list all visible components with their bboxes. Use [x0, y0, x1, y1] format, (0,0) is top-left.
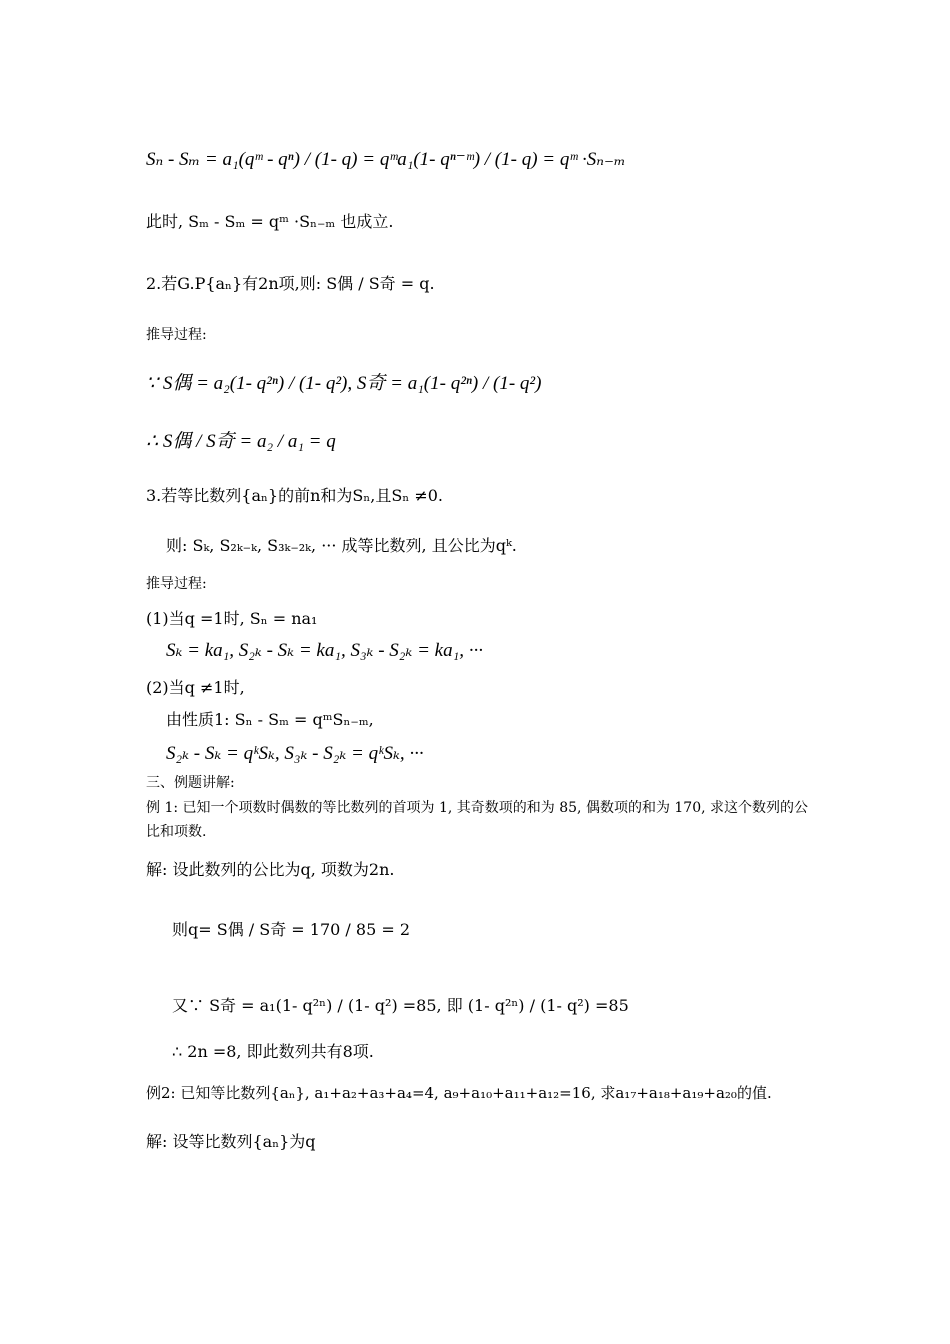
text-line: (1)当q =1时, Sₙ = na₁ [146, 609, 318, 628]
formula-line: Sₙ - Sₘ = a₁(qᵐ - qⁿ) / (1- q) = qᵐa₁(1- qⁿ⁻ᵐ) / (1- q) = qᵐ ·Sₙ₋ₘ [146, 149, 626, 170]
text-line: 2.若G.P{aₙ}有2n项,则: S偶 / S奇 = q. [146, 274, 435, 293]
text-line: ∴ 2n =8, 即此数列共有8项. [172, 1042, 374, 1061]
text-line: 解: 设等比数列{aₙ}为q [146, 1132, 316, 1151]
text-line: 3.若等比数列{aₙ}的前n和为Sₙ,且Sₙ ≠0. [146, 486, 444, 505]
text-line: (2)当q ≠1时, [146, 678, 245, 697]
text-line: 则q= S偶 / S奇 = 170 / 85 = 2 [172, 920, 411, 939]
section-label: 推导过程: [146, 327, 207, 343]
formula-line: Sₖ = ka₁, S₂ₖ - Sₖ = ka₁, S₃ₖ - S₂ₖ = ka₁, ··· [166, 640, 483, 661]
text-line: 则: Sₖ, S₂ₖ₋ₖ, S₃ₖ₋₂ₖ, ··· 成等比数列, 且公比为qᵏ. [166, 536, 517, 555]
text-line: 例2: 已知等比数列{aₙ}, a₁+a₂+a₃+a₄=4, a₉+a₁₀+a₁₁+a₁₂=16, 求a₁₇+a₁₈+a₁₉+a₂₀的值. [146, 1084, 772, 1102]
text-line: 由性质1: Sₙ - Sₘ = qᵐSₙ₋ₘ, [166, 710, 374, 729]
section-heading: 三、例题讲解: [146, 775, 235, 791]
text-line: 解: 设此数列的公比为q, 项数为2n. [146, 860, 395, 879]
text-line: 此时, Sₘ - Sₘ = qᵐ ·Sₙ₋ₘ 也成立. [146, 212, 394, 231]
formula-line: ∵ S偶 = a₂(1- q²ⁿ) / (1- q²), S奇 = a₁(1- q²ⁿ) / (1- q²) [146, 373, 542, 394]
text-line: 又∵ S奇 = a₁(1- q²ⁿ) / (1- q²) =85, 即 (1- q²ⁿ) / (1- q²) =85 [172, 996, 629, 1015]
formula-line: S₂ₖ - Sₖ = qᵏSₖ, S₃ₖ - S₂ₖ = qᵏSₖ, ··· [166, 743, 424, 764]
formula-line: ∴ S偶 / S奇 = a₂ / a₁ = q [146, 431, 336, 452]
example-1-text: 例 1: 已知一个项数时偶数的等比数列的首项为 1, 其奇数项的和为 85, 偶数项的和为 170, 求这个数列的公比和项数. [146, 800, 809, 840]
section-label: 推导过程: [146, 576, 207, 592]
